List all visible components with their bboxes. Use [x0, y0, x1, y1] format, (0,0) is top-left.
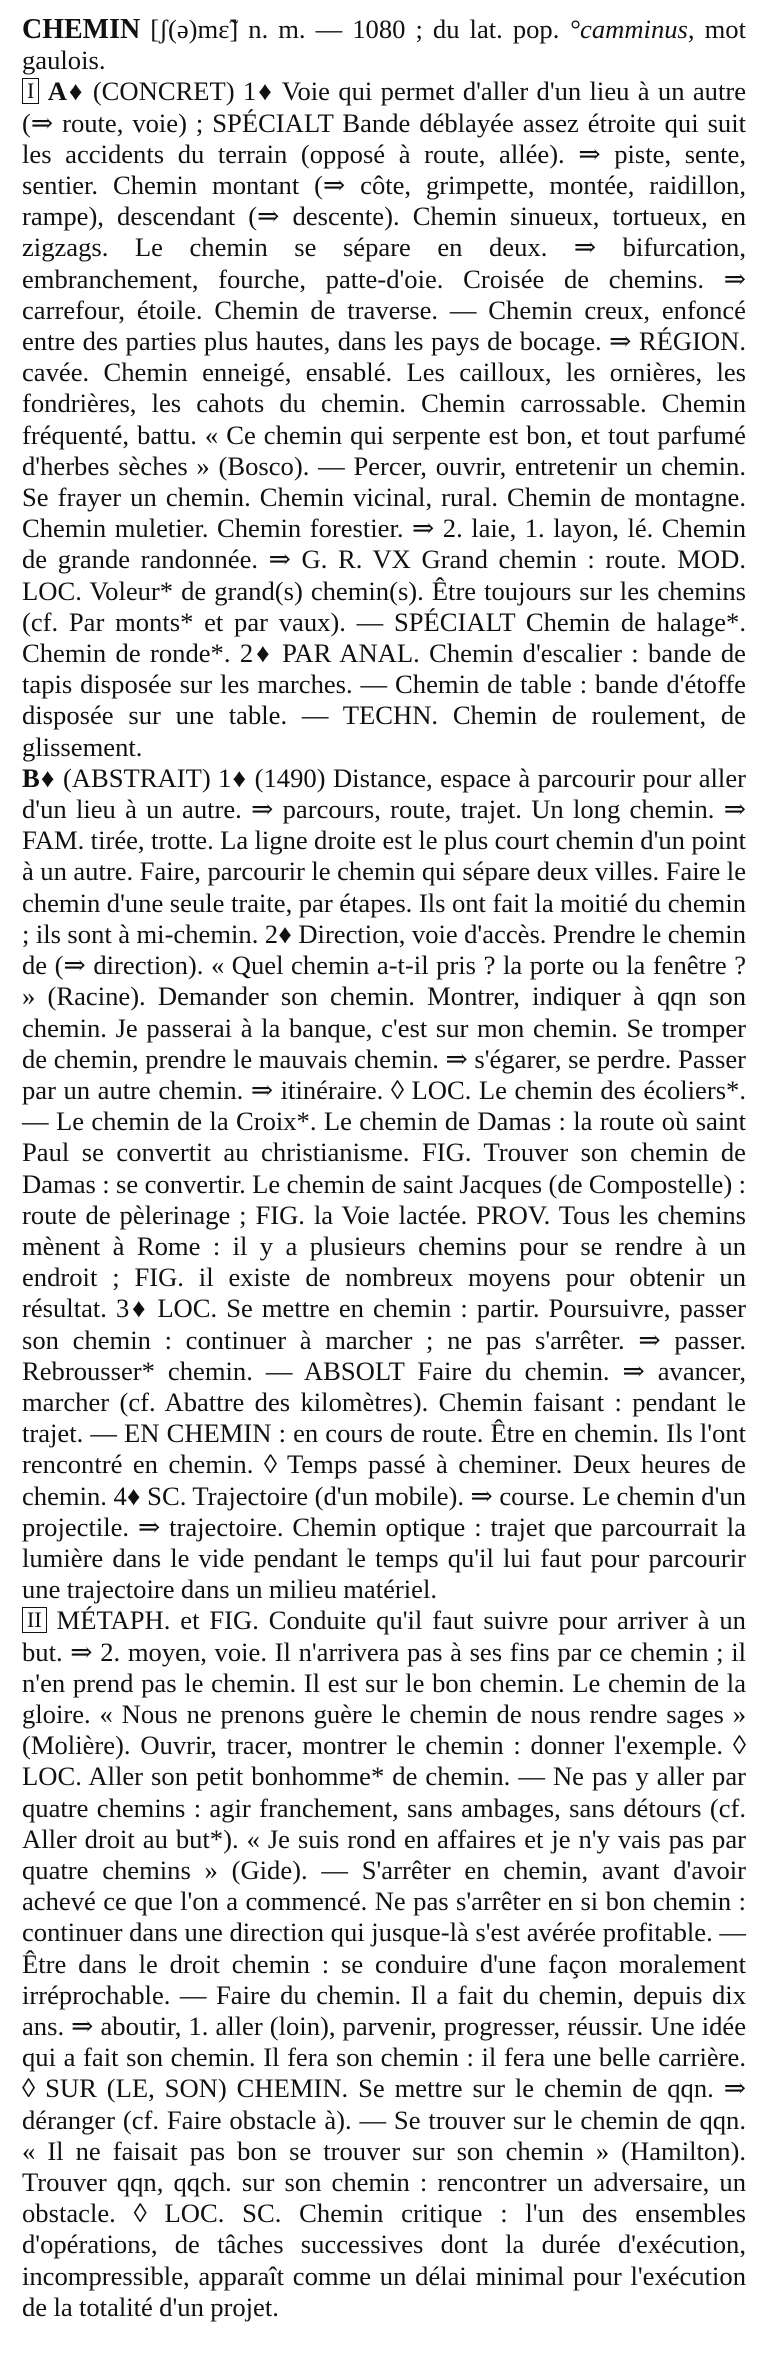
- sense-b-text: (ABSTRAIT) 1♦ (1490) Distance, espace à parcourir pour aller d'un lieu à un autre. ⇒ parcours, route, trajet. Un long chemin. ⇒ FAM. tirée, trotte. La ligne droite est le plus court chemin d'un point à un autre. Faire, parcourir le chemin qui sépare deux villes. Faire le chemin d'une seule traite, par étapes. Ils ont fait la moitié du chemin ; ils sont à mi-chemin. 2♦ Direction, voie d'accès. Prendre le chemin de (⇒ direction). « Quel chemin a-t-il pris ? la porte ou la fenêtre ? » (Racine). Demander son chemin. Montrer, indiquer à qqn son chemin. Je passerai à la banque, c'est sur mon chemin. Se tromper de chemin, prendre le mauvais chemin. ⇒ s'égarer, se perdre. Passer par un autre chemin. ⇒ itinéraire. ◊ LOC. Le chemin des écoliers*. — Le chemin de la Croix*. Le chemin de Damas : la route où saint Paul se convertit au christianisme. FIG. Trouver son chemin de Damas : se convertir. Le chemin de saint Jacques (de Compostelle) : route de pèlerinage ; FIG. la Voie lactée. PROV. Tous les chemins mènent à Rome : il y a plusieurs chemins pour se rendre à un endroit ; FIG. il existe de nombreux moyens pour obtenir un résultat. 3♦ LOC. Se mettre en chemin : partir. Poursuivre, passer son chemin : continuer à marcher ; ne pas s'arrêter. ⇒ passer. Rebrousser* chemin. — ABSOLT Faire du chemin. ⇒ avancer, marcher (cf. Abattre des kilomètres). Chemin faisant : pendant le trajet. — EN CHEMIN : en cours de route. Être en chemin. Ils l'ont rencontré en chemin. ◊ Temps passé à cheminer. Deux heures de chemin. 4♦ SC. Trajectoire (d'un mobile). ⇒ course. Le chemin d'un projectile. ⇒ trajectoire. Chemin optique : trajet que parcourrait la lumière dans le vide pendant le temps qu'il lui faut pour parcourir une trajectoire dans un milieu matériel.: [22, 762, 746, 1605]
- pronunciation: [ʃ(ə)mɛ̃]: [150, 14, 239, 44]
- sense-1: [22, 76, 746, 762]
- sense-2-text: MÉTAPH. et FIG. Conduite qu'il faut suivre pour arriver à un but. ⇒ 2. moyen, voie. Il n'arrivera pas à ses fins par ce chemin ; il n'en prend pas le chemin. Il est sur le bon chemin. Le chemin de la gloire. « Nous ne prenons guère le chemin de nous rendre sages » (Molière). Ouvrir, tracer, montrer le chemin : donner l'exemple. ◊ LOC. Aller son petit bonhomme* de chemin. — Ne pas y aller par quatre chemins : agir franchement, sans ambages, sans détours (cf. Aller droit au but*). « Je suis rond en affaires et je n'y vais pas par quatre chemins » (Gide). — S'arrêter en chemin, avant d'avoir achevé ce que l'on a commencé. Ne pas s'arrêter en si bon chemin : continuer dans une direction qui jusque-là s'est avérée profitable. — Être dans le droit chemin : se conduire d'une façon moralement irréprochable. — Faire du chemin. Il a fait du chemin, depuis dix ans. ⇒ aboutir, 1. aller (loin), parvenir, progresser, réussir. Une idée qui a fait son chemin. Il fera son chemin : il fera une belle carrière. ◊ SUR (LE, SON) CHEMIN. Se mettre sur le chemin de qqn. ⇒ déranger (cf. Faire obstacle à). — Se trouver sur le chemin de qqn. « Il ne faisait pas bon se trouver sur son chemin » (Hamilton). Trouver qqn, qqch. sur son chemin : rencontrer un adversaire, un obstacle. ◊ LOC. SC. Chemin critique : l'un des ensembles d'opérations, de tâches successives dont la durée d'exécution, incompressible, apparaît comme un délai minimal pour l'exécution de la totalité d'un projet.: [22, 1605, 746, 2322]
- part-of-speech: n. m. — 1080 ; du lat. pop.: [248, 14, 560, 44]
- sense-b-marker: B♦: [22, 762, 56, 793]
- sense-2: [22, 1605, 746, 2323]
- sense-1-box: I: [22, 78, 39, 104]
- etymology-word: °camminus,: [569, 14, 695, 44]
- sense-2-box: II: [22, 1607, 47, 1633]
- entry-header: [22, 14, 746, 76]
- etymology-end: mot gaulois.: [22, 14, 746, 76]
- sense-b: [22, 763, 746, 1605]
- sense-1-text: (CONCRET) 1♦ Voie qui permet d'aller d'un lieu à un autre (⇒ route, voie) ; SPÉCIALT Bande déblayée assez étroite qui suit les accidents du terrain (opposé à route, allée). ⇒ piste, sente, sentier. Chemin montant (⇒ côte, grimpette, montée, raidillon, rampe), descendant (⇒ descente). Chemin sinueux, tortueux, en zigzags. Le chemin se sépare en deux. ⇒ bifurcation, embranchement, fourche, patte-d'oie. Croisée de chemins. ⇒ carrefour, étoile. Chemin de traverse. — Chemin creux, enfoncé entre des parties plus hautes, dans les pays de bocage. ⇒ RÉGION. cavée. Chemin enneigé, ensablé. Les cailloux, les ornières, les fondrières, les cahots du chemin. Chemin carrossable. Chemin fréquenté, battu. « Ce chemin qui serpente est bon, et tout parfumé d'herbes sèches » (Bosco). — Percer, ouvrir, entretenir un chemin. Se frayer un chemin. Chemin vicinal, rural. Chemin de montagne. Chemin muletier. Chemin forestier. ⇒ 2. laie, 1. layon, lé. Chemin de grande randonnée. ⇒ G. R. VX Grand chemin : route. MOD. LOC. Voleur* de grand(s) chemin(s). Être toujours sur les chemins (cf. Par monts* et par vaux). — SPÉCIALT Chemin de halage*. Chemin de ronde*. 2♦ PAR ANAL. Chemin d'escalier : bande de tapis disposée sur les marches. — Chemin de table : bande d'étoffe disposée sur une table. — TECHN. Chemin de roulement, de glissement.: [22, 76, 747, 762]
- sense-1-marker: A♦: [47, 76, 85, 107]
- headword: CHEMIN: [22, 14, 141, 45]
